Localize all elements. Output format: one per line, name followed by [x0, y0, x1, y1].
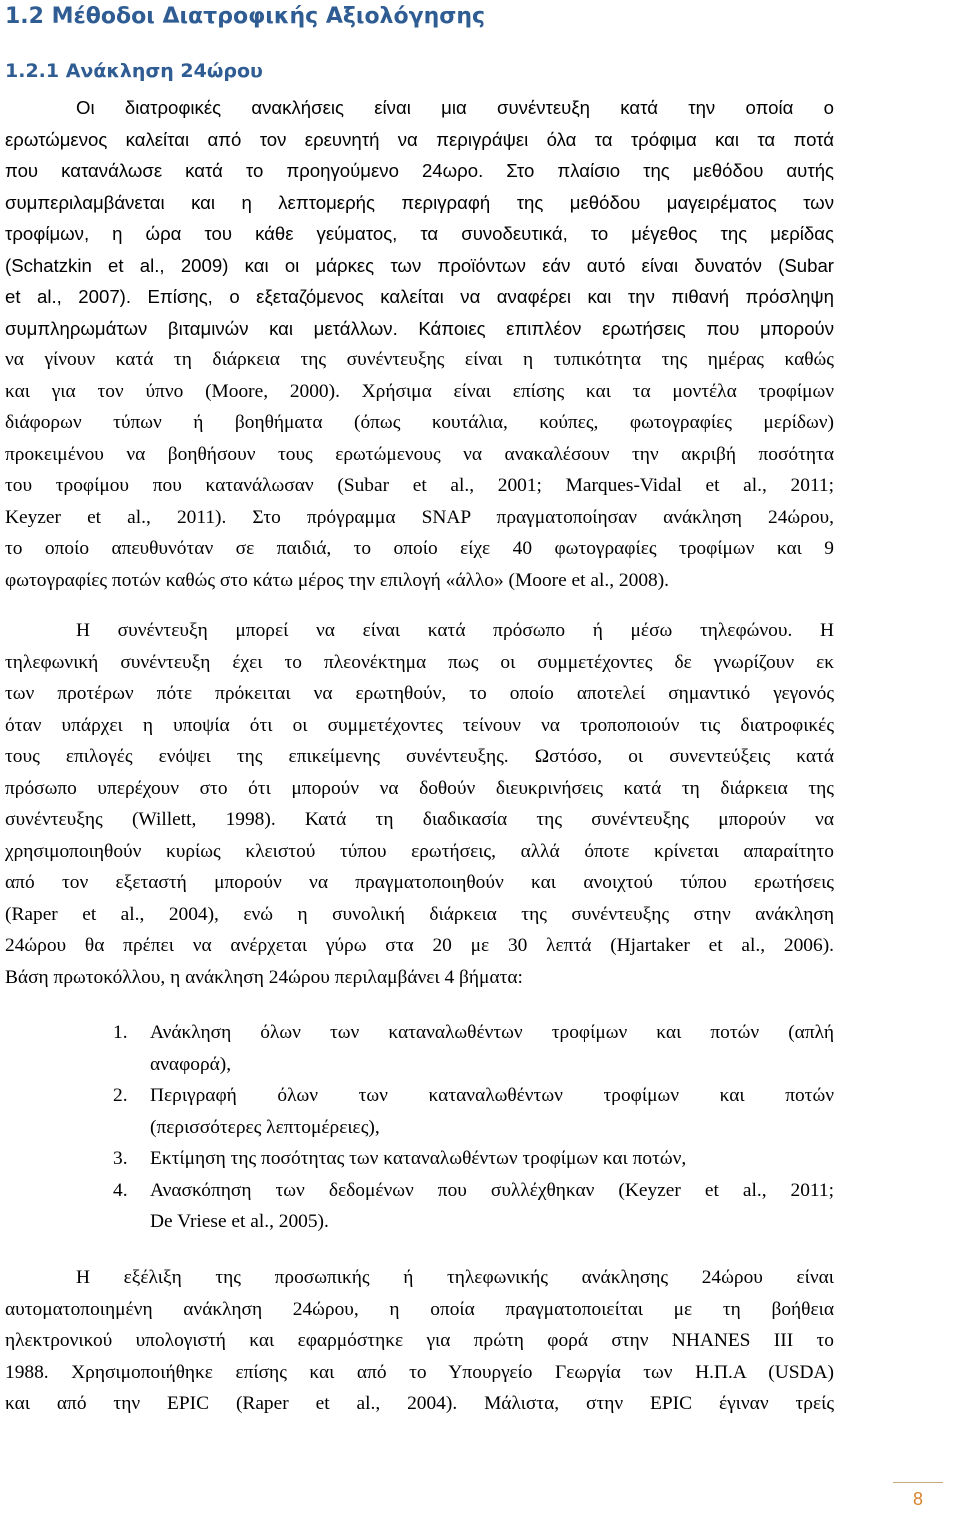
- text-line: που κατανάλωσε κατά το προηγούμενο 24ωρο. Στο πλαίσιο της μεθόδου αυτής: [5, 160, 834, 181]
- text-line: τηλεφωνική συνέντευξη έχει το πλεονέκτημα πως οι συμμετέχοντες δε γνωρίζουν εκ: [5, 651, 834, 673]
- text-line: ηλεκτρονικού υπολογιστή και εφαρμόστηκε για πρώτη φορά στην NHANES III το: [5, 1330, 834, 1351]
- paragraph-interview-modes: [5, 615, 834, 993]
- footer-divider: [893, 1482, 943, 1483]
- text-line: Οι διατροφικές ανακλήσεις είναι μια συνέντευξη κατά την οποία ο: [76, 97, 834, 118]
- text-line: από τον εξεταστή μπορούν να πραγματοποιηθούν και ανοιχτού τύπου ερωτήσεις: [5, 872, 834, 893]
- text-line: συμπεριλαμβάνεται και η λεπτομερής περιγραφή της μεθόδου μαγειρέματος των: [5, 191, 834, 213]
- text-line: Εκτίμηση της ποσότητας των καταναλωθέντων τροφίμων και ποτών,: [150, 1148, 687, 1169]
- text-line: συνέντευξης (Willett, 1998). Κατά τη διαδικασία της συνέντευξης μπορούν να: [5, 809, 834, 830]
- text-line: αυτοματοποιημένη ανάκληση 24ώρου, η οποία πραγματοποιείται με τη βοήθεια: [5, 1298, 834, 1320]
- text-line: (Raper et al., 2004), ενώ η συνολική διάρκεια της συνέντευξης στην ανάκληση: [5, 903, 834, 925]
- paragraph-automated-recall: [5, 1262, 834, 1420]
- list-item: [113, 1017, 834, 1080]
- text-line: να γίνουν κατά τη διάρκεια της συνέντευξης είναι η τυπικότητα της ημέρας καθώς: [5, 349, 834, 370]
- text-line: χρησιμοποιηθούν κυρίως κλειστού τύπου ερωτήσεις, αλλά όποτε κρίνεται απαραίτητο: [5, 840, 834, 862]
- text-line: προκειμένου να βοηθήσουν τους ερωτώμενους να ανακαλέσουν την ακριβή ποσότητα: [5, 443, 834, 465]
- text-line: ερωτώμενος καλείται από τον ερευνητή να περιγράψει όλα τα τρόφιμα και τα ποτά: [5, 128, 834, 150]
- list-item: [113, 1175, 834, 1238]
- text-line: φωτογραφίες ποτών καθώς στο κάτω μέρος την επιλογή «άλλο» (Moore et al., 2008).: [5, 569, 670, 591]
- text-line: Περιγραφή όλων των καταναλωθέντων τροφίμων και ποτών: [150, 1085, 834, 1106]
- text-line: και για τον ύπνο (Moore, 2000). Χρήσιμα είναι επίσης και τα μοντέλα τροφίμων: [5, 380, 834, 402]
- protocol-steps-list: [113, 1017, 834, 1238]
- text-line: Η συνέντευξη μπορεί να είναι κατά πρόσωπο ή μέσω τηλεφώνου. Η: [76, 620, 834, 641]
- text-line: Ανασκόπηση των δεδομένων που συλλέχθηκαν (Keyzer et al., 2011;: [150, 1179, 834, 1201]
- page-number: 8: [912, 1489, 923, 1509]
- text-line: αναφορά),: [150, 1053, 232, 1075]
- text-line: De Vriese et al., 2005).: [150, 1211, 329, 1232]
- subsection-heading: 1.2.1 Ανάκληση 24ώρου: [5, 60, 263, 82]
- text-line: διάφορων τύπων ή βοηθήματα (όπως κουτάλια, κούπες, φωτογραφίες μερίδων): [5, 412, 834, 433]
- list-item: [113, 1143, 834, 1175]
- text-line: Η εξέλιξη της προσωπικής ή τηλεφωνικής ανάκλησης 24ώρου είναι: [76, 1267, 834, 1288]
- text-line: 24ώρου θα πρέπει να ανέρχεται γύρω στα 20 με 30 λεπτά (Hjartaker et al., 2006).: [5, 935, 834, 956]
- text-line: Keyzer et al., 2011). Στο πρόγραμμα SNAP πραγματοποίησαν ανάκληση 24ώρου,: [5, 506, 834, 528]
- text-line: και από την EPIC (Raper et al., 2004). Μάλιστα, στην EPIC έγιναν τρείς: [5, 1393, 834, 1414]
- list-item-number: 3.: [113, 1148, 128, 1169]
- text-line: Βάση πρωτοκόλλου, η ανάκληση 24ώρου περιλαμβάνει 4 βήματα:: [5, 966, 523, 988]
- text-line: συμπληρωμάτων βιταμινών και μετάλλων. Κάποιες επιπλέον ερωτήσεις που μπορούν: [5, 317, 834, 339]
- list-item-number: 4.: [113, 1179, 128, 1201]
- text-line: (Schatzkin et al., 2009) και οι μάρκες των προϊόντων εάν αυτό είναι δυνατόν (Subar: [5, 254, 834, 276]
- paragraph-recall-definition: [5, 92, 834, 596]
- text-line: Ανάκληση όλων των καταναλωθέντων τροφίμων και ποτών (απλή: [150, 1022, 834, 1043]
- section-heading: 1.2 Μέθοδοι Διατροφικής Αξιολόγησης: [5, 4, 486, 29]
- text-line: των προτέρων πότε πρόκειται να ερωτηθούν, το οποίο αποτελεί σημαντικό γεγονός: [5, 683, 834, 704]
- text-line: et al., 2007). Επίσης, ο εξεταζόμενος καλείται να αναφέρει και την πιθανή πρόσληψη: [5, 286, 834, 307]
- text-line: 1988. Χρησιμοποιήθηκε επίσης και από το Υπουργείο Γεωργία των Η.Π.Α (USDA): [5, 1361, 834, 1383]
- text-line: πρόσωπο υπερέχουν στο ότι μπορούν να δοθούν διευκρινήσεις κατά τη διάρκεια της: [5, 777, 834, 799]
- text-line: του τροφίμου που κατανάλωσαν (Subar et al., 2001; Marques-Vidal et al., 2011;: [5, 475, 834, 496]
- text-line: (περισσότερες λεπτομέρειες),: [150, 1116, 380, 1138]
- text-line: τους επιλογές ενόψει της επικείμενης συνέντευξης. Ωστόσο, οι συνεντεύξεις κατά: [5, 746, 834, 767]
- text-line: τροφίμων, η ώρα του κάθε γεύματος, τα συνοδευτικά, το μέγεθος της μερίδας: [5, 223, 834, 244]
- text-line: όταν υπάρχει η υποψία ότι οι συμμετέχοντες τείνουν να τροποποιούν τις διατροφικές: [5, 714, 834, 736]
- list-item-number: 1.: [113, 1022, 128, 1043]
- list-item: [113, 1080, 834, 1143]
- text-line: το οποίο απευθυνόταν σε παιδιά, το οποίο είχε 40 φωτογραφίες τροφίμων και 9: [5, 538, 834, 559]
- list-item-number: 2.: [113, 1085, 128, 1106]
